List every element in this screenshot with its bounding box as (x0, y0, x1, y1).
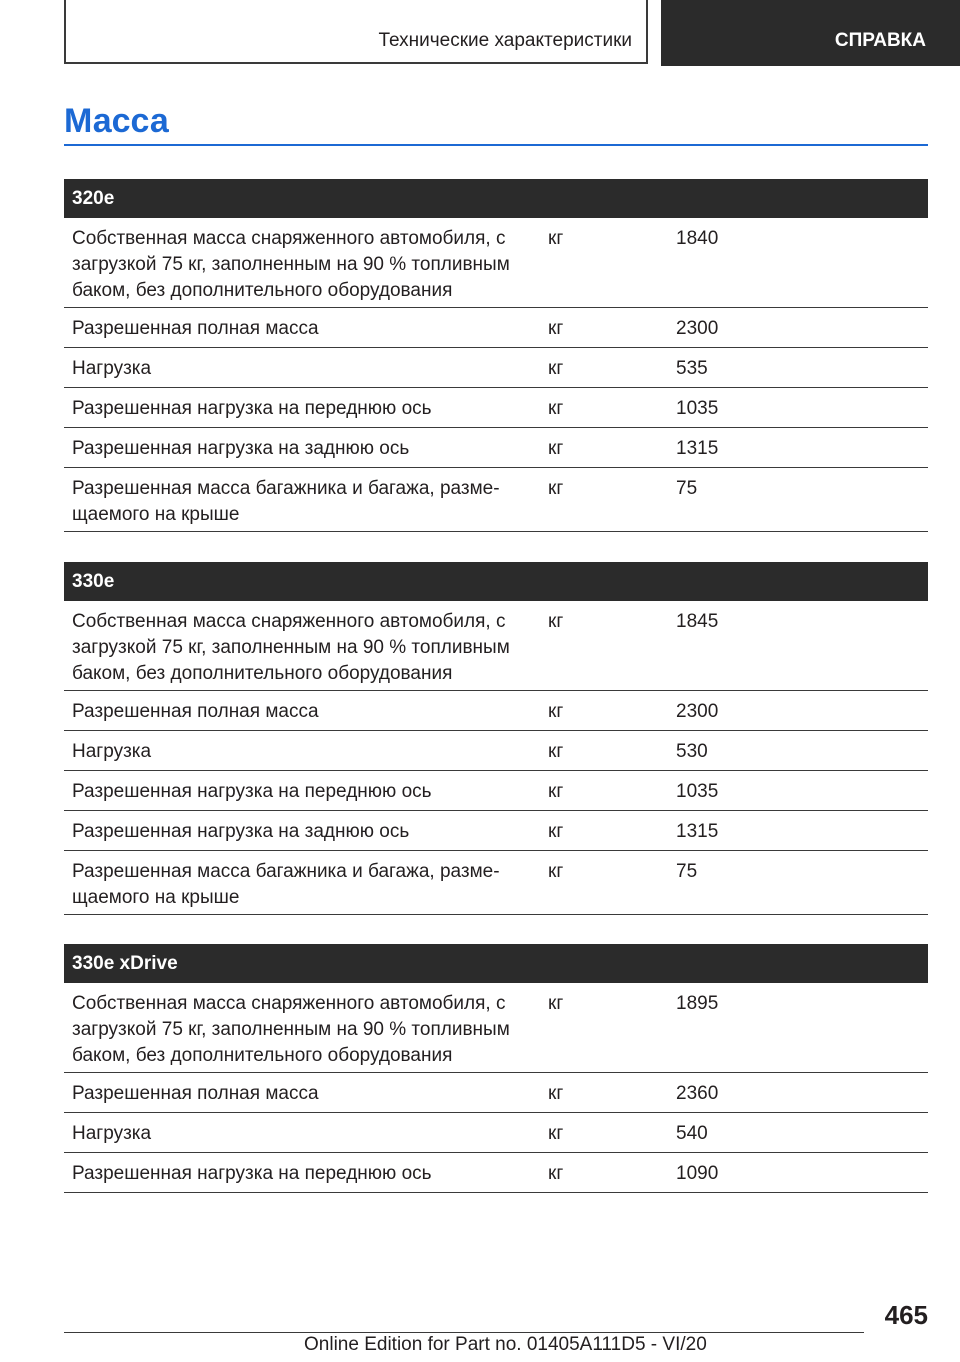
section-heading: 330e (64, 562, 928, 601)
section-heading: 330e xDrive (64, 944, 928, 983)
table-row (64, 468, 928, 532)
row-value: 1035 (676, 398, 719, 419)
table-row (64, 348, 928, 388)
row-value: 540 (676, 1123, 708, 1144)
table-row (64, 308, 928, 348)
row-label: Разрешенная нагрузка на переднюю ось (72, 398, 432, 419)
row-unit: кг (548, 478, 564, 499)
table-row (64, 1073, 928, 1113)
row-unit: кг (548, 861, 564, 882)
row-unit: кг (548, 358, 564, 379)
table-row (64, 731, 928, 771)
table-row (64, 428, 928, 468)
table-row (64, 691, 928, 731)
section-heading: 320e (64, 179, 928, 218)
row-unit: кг (548, 701, 564, 722)
table-row (64, 851, 928, 915)
row-value: 1090 (676, 1163, 719, 1184)
row-label: Разрешенная полная масса (72, 318, 319, 339)
row-label: Разрешенная масса багажника и багажа, разме-щаемого на крыше (72, 861, 500, 908)
title-divider (64, 144, 928, 146)
row-unit: кг (548, 1123, 564, 1144)
row-value: 1315 (676, 438, 719, 459)
row-unit: кг (548, 438, 564, 459)
section-320e (64, 179, 928, 532)
row-unit: кг (548, 781, 564, 802)
edition-note: Online Edition for Part no. 01405A111D5 - VI/20 (304, 1334, 707, 1355)
header-chapter-title: Технические характеристики (378, 30, 632, 51)
table-row (64, 771, 928, 811)
row-unit: кг (548, 398, 564, 419)
row-label: Собственная масса снаряженного автомобиля, с загрузкой 75 кг, заполненным на 90 % топливным баком, без дополнительного оборудования (72, 993, 510, 1066)
row-label: Разрешенная нагрузка на переднюю ось (72, 1163, 432, 1184)
row-unit: кг (548, 741, 564, 762)
row-value: 1035 (676, 781, 719, 802)
table-row (64, 1113, 928, 1153)
row-value: 1315 (676, 821, 719, 842)
row-unit: кг (548, 228, 564, 249)
row-unit: кг (548, 1163, 564, 1184)
row-label: Разрешенная нагрузка на заднюю ось (72, 821, 410, 842)
row-value: 530 (676, 741, 708, 762)
row-label: Нагрузка (72, 358, 152, 379)
row-label: Собственная масса снаряженного автомобиля, с загрузкой 75 кг, заполненным на 90 % топливным баком, без дополнительного оборудования (72, 611, 510, 684)
row-value: 75 (676, 478, 698, 499)
row-value: 2300 (676, 318, 719, 339)
page-title: Масса (64, 102, 169, 140)
row-value: 75 (676, 861, 698, 882)
section-330e (64, 562, 928, 915)
row-value: 535 (676, 358, 708, 379)
row-label: Разрешенная полная масса (72, 1083, 319, 1104)
table-row (64, 811, 928, 851)
row-unit: кг (548, 1083, 564, 1104)
row-value: 1840 (676, 228, 719, 249)
row-label: Нагрузка (72, 1123, 152, 1144)
header-section-label: СПРАВКА (834, 30, 926, 51)
table-row (64, 388, 928, 428)
page-number: 465 (884, 1300, 928, 1330)
row-label: Разрешенная масса багажника и багажа, разме-щаемого на крыше (72, 478, 500, 525)
row-value: 2300 (676, 701, 719, 722)
table-row (64, 983, 928, 1073)
footer-divider (64, 1332, 864, 1333)
table-row (64, 218, 928, 308)
section-330e-xdrive (64, 944, 928, 1193)
row-label: Разрешенная нагрузка на заднюю ось (72, 438, 410, 459)
row-unit: кг (548, 821, 564, 842)
row-label: Разрешенная полная масса (72, 701, 319, 722)
row-value: 2360 (676, 1083, 719, 1104)
header-chapter-box (64, 0, 648, 64)
row-unit: кг (548, 611, 564, 632)
row-unit: кг (548, 993, 564, 1014)
row-label: Разрешенная нагрузка на переднюю ось (72, 781, 432, 802)
row-value: 1895 (676, 993, 719, 1014)
table-row (64, 1153, 928, 1193)
row-label: Собственная масса снаряженного автомобиля, с загрузкой 75 кг, заполненным на 90 % топливным баком, без дополнительного оборудования (72, 228, 510, 301)
header-section-tab[interactable] (661, 0, 960, 66)
row-unit: кг (548, 318, 564, 339)
row-value: 1845 (676, 611, 719, 632)
row-label: Нагрузка (72, 741, 152, 762)
table-row (64, 601, 928, 691)
